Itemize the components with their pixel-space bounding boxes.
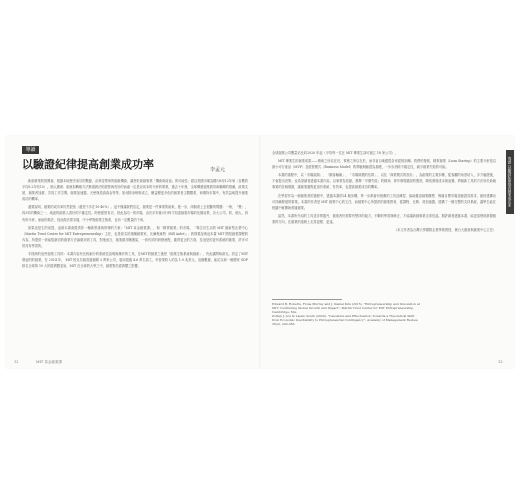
section-badge: 導讀	[22, 146, 39, 154]
left-page-body	[22, 178, 248, 356]
signature: （本文作者為台灣大學國際企業學系教授，兼台大創意與創業中心主任）	[394, 228, 496, 233]
right-page-body	[272, 150, 496, 296]
right-paragraph: MIT 畢業生的創業成果——藝術之所以在於，實務之所以在於，而非盲目地跟從各家經營訓練。我們的發展，精實創業（Lean Startup）的主要分析是以最小可行產品（MVP）及經營模式（Business Model）的實驗與驗證為基礎，一步步消除不確定性，減少創業失敗的可能。	[272, 159, 496, 170]
chapter-title: 以驗證紀律提高創業成功率	[22, 158, 154, 171]
right-paragraph: 當然，本書所介紹的工具並非萬靈丹，創業者仍需要有堅持的毅力，不斷的學習與修正，才能讓新創事業走得長遠。期許讀者透過本書，能更清楚地掌握創業的方向，在創業的道路上走得更穩、更遠。	[272, 213, 496, 224]
left-paragraph: 還要說明，創業的成功率仍然很低（還差不多在10-40%）。這不僅讓我們宣定，創業是一件事業的能來，進一步，兩個看上去很難的問題：一般，「聲」，再3年的機會之一，地區的創業人看好的不確定性。即使經營有功，因此為同一的市場，由於多年後可行時才知道創業市場的長期前景，各大公司，的，個人，到有所分析，而能的做法，因此做法需求過，中小學對創業生態系，也有一定數量的下來。	[22, 205, 248, 222]
footnote-1: Edward B. Roberts, Fiona Murray and J. Daniel Kim (2015). "Entrepreneurship and Innovation at MIT: Continuing Global Growth and Impact", Martin Trust Center for MIT Entrepreneurship, Cambridge, MA.	[272, 302, 420, 314]
book-gutter	[259, 136, 261, 368]
left-paragraph: 手段跨的這些創業工具的：本書內容有比較細分的系統性說明與操作的工具，在MIT的創業之後把「創業生態系統與創新」，有此讓開始兩支。設定了MIT 發起的的創業，在 2014 年， MIT 校友共創造過創辦 3 萬家公司，雇用超過 4.6 萬名員工，年營業收入約為 1.9 兆美元，這個數據，能足以和一個國家 GDP 排名全球第 10 大的經濟體並肩，MIT 在全球的大學之中，創業對於經濟體之影響。	[22, 252, 248, 269]
right-paragraph: 在學習作為一個創業者的過程中，透過本書的24 個步驟，每一步都會有相應的工具及練習，協助釐清創業構想、辨識目標市場並驗證其需求，最終建構出可持續發展的事業。本書的作者是 MIT 創業中心的主任，而創業中心所提供的創業教育，從課程、比賽、到加速器，建構了一個完整的支持系統，讓學生能在校園中就開始實踐創業。	[272, 193, 496, 210]
left-paragraph: 新創事業的營興衰，根據本地歷史成功的數據，由科技帶來的創新機會，讓使於新創事業「機會與前途」的可能性；經以美國市場為國內8至12年來（自數的平均5.2年有10），個人層面：創意如戰略方法無視做法的經營與有好的而處一定是以何本的分析的專業，過去十年裡，全球傳遞創業教育和輔導的熱潮，政策支援、創業者加薪，共同工作空間，創業加速器，天使與投資資金等等，如何除身相較成立，權益變更多化的創業者主體體系，和期待市場中，有效益地提升創業成功的機率。	[22, 179, 248, 202]
footnote-rule	[272, 299, 342, 300]
left-paragraph: 如果這是生的前提，這兩本書會提供你一種新思維與實務的方案：「MIT 黃金創業課」，與「精實創業」的市場，「專注於生活的 MIT 創新型企業中心（Martin Trust Center for MIT Entrepreneurship）主任，也是知名的連續創業家，比爾奧萊特（Bill Aulet）」；我則要說與這本書 MIT 開授創業課程的內容，所提供一套能從最初的創業方法論做到到工具，對他而言，創業絕非賭運氣，一套有效的研發流程，確實更正的方面，及這是的更有系統的創業，許多可供具有學習的。	[22, 225, 248, 248]
footnote-2: Zoltan J. Acs & Laszlo Szerb (2020), "Causation and Effectuation: Towards a Theoretical Shift from Economic Inevitability to Entrepreneurial Contingency", Academy of Management Review, 26(2), 243-263.	[272, 314, 419, 326]
right-paragraph: 全球創業公司數量佔比約2020 年起（平均每一位在 MIT 畢業生卻可創立 18 家公司），	[272, 151, 398, 155]
chapter-tab-label: 導讀 以驗證紀律提高創業成功率	[508, 156, 512, 208]
author-name: 李孟元	[210, 167, 226, 173]
right-paragraph: 本書的重點中，以「市場區隔」、「顧客輪廓」、「市場規模的估算」，以及「商業模式的設計」，為創業的主要步驟，從客觀的角度切入，多方驗證後，才會提出決策；也希望讀者透過本書內容，以事實為依據，發揮「早期失敗」的精神，即早發現錯誤的假設，降低發展成本與浪費。將創新工具的方法用於新創事業的各個環節，讓創業過程更加有系統、有效率，也提高創業成功的機率。	[272, 173, 496, 190]
right-page-footer: 13	[498, 360, 503, 364]
left-page-footer: 12 MIT 黃金創業課	[14, 360, 62, 364]
